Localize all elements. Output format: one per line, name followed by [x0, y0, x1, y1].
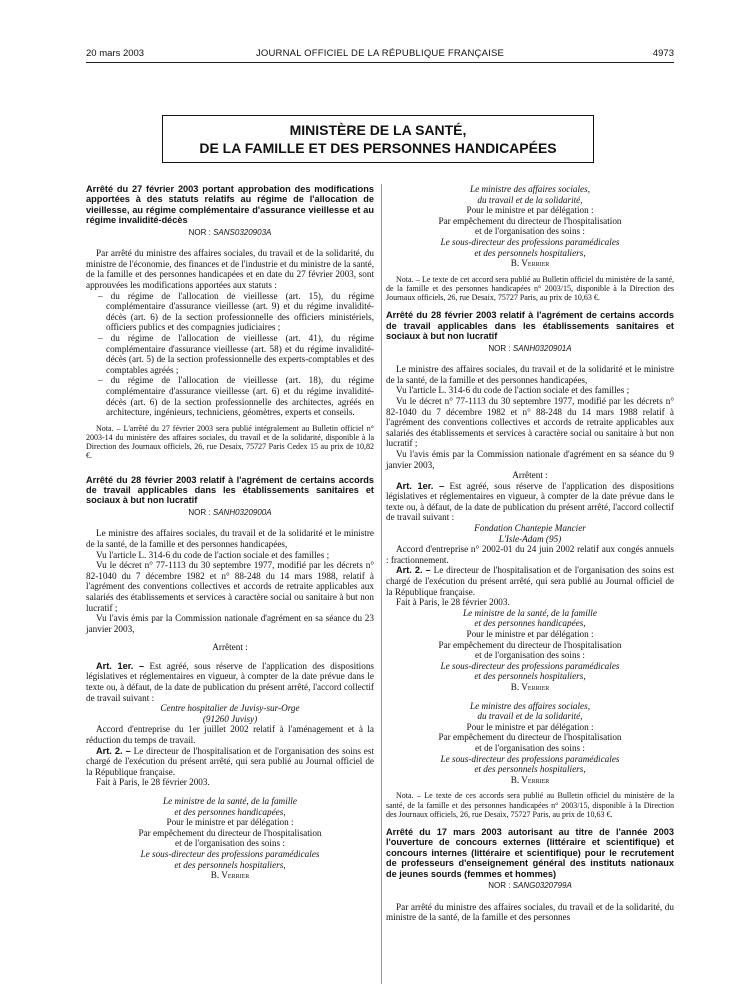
arrete-2-establishment-place: (91260 Juvisy) — [202, 713, 258, 724]
signature-line: Le sous-directeur des professions paramédicales — [140, 848, 320, 859]
arrete-1-list — [86, 291, 374, 418]
header-page-number: 4973 — [652, 48, 674, 59]
arrete-2-establishment: Centre hospitalier de Juvisy-sur-Orge — [160, 703, 300, 714]
signature-line: et des personnes handicapées, — [474, 618, 586, 629]
header-date: 20 mars 2003 — [86, 48, 145, 59]
signature-line: Le ministre de la santé, de la famille — [463, 607, 597, 618]
signature-line: Le ministre de la santé, de la famille — [163, 796, 297, 806]
arrete-3-nor: NOR : SANH0320901A — [488, 343, 572, 353]
arrete-2-para: Le ministre des affaires sociales, du travail et de la solidarité et le ministre de la santé, de la famille et des personnes handicapées, — [86, 528, 374, 549]
signature-line: et des personnels hospitaliers, — [474, 247, 586, 258]
column-divider — [381, 184, 382, 984]
arrete-1-title: Arrêté du 27 février 2003 portant approbation des modifications apportées à des statuts relatifs au régime de l'allocation de vieillesse, au régime complémentaire d'assurance vieillesse et au régime invalidité-décès — [86, 184, 374, 226]
ministry-line-2: DE LA FAMILLE ET DES PERSONNES HANDICAPÉES — [199, 140, 557, 156]
signature-line: Le sous-directeur des professions paramédicales — [440, 236, 620, 247]
signature-line: Par empêchement du directeur de l'hospitalisation — [438, 639, 622, 650]
arrete-1-intro: Par arrêté du ministre des affaires sociales, du travail et de la solidarité, du ministre de l'économie, des finances et de l'industrie et du ministre de la santé, de la famille et des personnes handicapées et en date du 27 février 2003, sont approuvées les modifications apportées aux statuts : — [86, 248, 374, 290]
page-header — [86, 44, 674, 60]
arrete-2-note: Nota. – Le texte de cet accord sera publié au Bulletin officiel du ministère de la santé, de la famille et des personnes handicapées n° 2003/15, disponible à la Direction des Journaux officiels, 26, rue Desaix, 75727 Paris, au prix de 10,63 €. — [386, 274, 674, 303]
signature-line: Par empêchement du directeur de l'hospitalisation — [438, 215, 622, 226]
list-item: – du régime de l'allocation de vieillesse (art. 41), du régime complémentaire d'assurance vieillesse (art. 58) et du régime invalidité-décès (art. 5) de la section professionnelle des experts-comptables et des comptables agréés ; — [98, 332, 374, 375]
signature-line: du travail et de la solidarité, — [477, 711, 583, 722]
arrete-3-arretent: Arrêtent : — [512, 470, 548, 481]
left-column — [86, 184, 374, 881]
arrete-2-accord: Accord d'entreprise du 1er juillet 2002 relatif à l'aménagement et à la réduction du temps de travail. — [86, 724, 374, 746]
arrete-2-para: Vu l'article L. 314-6 du code de l'action sociale et des familles ; — [96, 549, 330, 560]
signature-line: Par empêchement du directeur de l'hospitalisation — [438, 732, 622, 743]
arrete-3-establishment: Fondation Chantepie Mancier — [474, 523, 586, 534]
arrete-3-accord: Accord d'entreprise n° 2002-01 du 24 juin 2002 relatif aux congés annuels : fractionnement. — [386, 544, 674, 565]
signatory-name: B. Verrier — [510, 774, 550, 785]
right-column — [386, 184, 674, 923]
arrete-3-article-2: Art. 2. – Le directeur de l'hospitalisation et de l'organisation des soins est chargé de l'exécution du présent arrêté, qui sera publié au Journal officiel de la République française. — [386, 565, 675, 597]
signature-line: Le sous-directeur des professions paramédicales — [440, 753, 620, 764]
signature-line: et de l'organisation des soins : — [475, 226, 585, 237]
arrete-3-establishment-place: L'Isle-Adam (95) — [498, 533, 562, 544]
signature-line: Le ministre des affaires sociales, — [469, 184, 591, 194]
arrete-3-title: Arrêté du 28 février 2003 relatif à l'agrément de certains accords de travail applicables dans les établissements sanitaires et sociaux à but non lucratif — [386, 310, 674, 342]
signature-line: Par empêchement du directeur de l'hospitalisation — [138, 827, 322, 838]
arrete-2-title: Arrêté du 28 février 2003 relatif à l'agrément de certains accords de travail applicables dans les établissements sanitaires et sociaux à but non lucratif — [86, 474, 374, 506]
arrete-2-fait: Fait à Paris, le 28 février 2003. — [96, 777, 210, 788]
signature-line: Pour le ministre et par délégation : — [466, 205, 594, 216]
arrete-4-para: Par arrêté du ministre des affaires sociales, du travail et de la solidarité, du ministre de la santé, de la famille et des personnes — [386, 901, 674, 923]
signature-line: et de l'organisation des soins : — [475, 742, 585, 753]
signature-line: et des personnels hospitaliers, — [474, 671, 586, 682]
arrete-3-note: Nota. – Le texte de ces accords sera publié au Bulletin officiel du ministère de la santé, de la famille et des personnes handicapées n° 2003/15, disponible à la Direction des Journaux officiels, 26, rue Desaix, 75727 Paris, au prix de 10,63 €. — [386, 791, 674, 819]
arrete-2-para: Vu l'avis émis par la Commission nationale d'agrément en sa séance du 23 janvier 2003, — [86, 613, 374, 634]
ministry-box — [162, 115, 594, 163]
list-item: – du régime de l'allocation de vieillesse (art. 15), du régime complémentaire d'assurance vieillesse (art. 9) et du régime invalidité-décès (art. 6) de la section professionnelle des officiers ministériels, officiers publics et des compagnies judiciaires ; — [98, 290, 374, 333]
arrete-4-nor: NOR : SANG0320799A — [488, 880, 572, 890]
arrete-4-title: Arrêté du 17 mars 2003 autorisant au titre de l'année 2003 l'ouverture de concours externes (littéraire et scientifique) et concours internes (littéraire et scientifique) pour le recrutement de professeurs d'enseignement général des instituts nationaux de jeunes sourds (femmes et hommes) — [386, 826, 674, 879]
arrete-3-para: Vu l'article L. 314-6 du code de l'action sociale et des familles ; — [396, 385, 630, 396]
header-rule — [86, 62, 674, 63]
arrete-2-arretent: Arrêtent : — [212, 642, 248, 653]
signature-line: Pour le ministre et par délégation : — [466, 721, 594, 732]
arrete-3-article-1: Art. 1er. – Est agréé, sous réserve de l'application des dispositions législatives et réglementaires en vigueur, à compter de la date prévue dans le texte ou, à défaut, de la date de publication du présent arrêté, l'accord collectif de travail suivant : — [386, 480, 674, 523]
arrete-1-nor: NOR : SANS0320903A — [188, 227, 272, 237]
arrete-3-para: Vu l'avis émis par la Commission nationale d'agrément en sa séance du 9 janvier 2003, — [386, 448, 674, 470]
arrete-3-para: Le ministre des affaires sociales, du travail et de la solidarité et le ministre de la santé, de la famille et des personnes handicapées, — [386, 364, 674, 385]
arrete-2-nor: NOR : SANH0320900A — [188, 507, 272, 517]
signature-line: du travail et de la solidarité, — [477, 194, 583, 205]
signature-line: Le ministre des affaires sociales, — [469, 700, 591, 711]
list-item: – du régime de l'allocation de vieillesse (art. 18), du régime complémentaire d'assurance vieillesse (art. 6) et du régime invalidité-décès (art. 6) de la section professionnelle des architectes, agréés en architecture, ingénieurs, techniciens, géomètres, experts et conseils. — [98, 375, 374, 418]
signatory-name: B. Verrier — [510, 258, 550, 269]
arrete-1-note: Nota. – L'arrêté du 27 février 2003 sera publié intégralement au Bulletin officiel n° 2003-14 du ministère des affaires sociales, du travail et de la solidarité, disponible à la Direction des Journaux officiels, 26, rue Desaix, 75727 Paris Cedex 15 au prix de 10,82 €. — [86, 423, 374, 461]
signature-line: et de l'organisation des soins : — [475, 650, 585, 661]
signature-line: Pour le ministre et par délégation : — [466, 629, 594, 640]
arrete-3-fait: Fait à Paris, le 28 février 2003. — [396, 597, 510, 608]
signatory-name: B. Verrier — [210, 870, 250, 881]
ministry-line-1: MINISTÈRE DE LA SANTÉ, — [289, 122, 467, 138]
signature-line: Pour le ministre et par délégation : — [166, 817, 294, 828]
signature-line: et des personnels hospitaliers, — [474, 764, 586, 775]
signatory-name: B. Verrier — [510, 681, 550, 692]
arrete-2-article-2: Art. 2. – Le directeur de l'hospitalisation et de l'organisation des soins est chargé de l'exécution du présent arrêté, qui sera publié au Journal officiel de la République française. — [86, 745, 375, 777]
signature-line: et des personnes handicapées, — [174, 806, 286, 817]
signature-line: et de l'organisation des soins : — [175, 838, 285, 849]
signature-line: et des personnels hospitaliers, — [174, 859, 286, 870]
arrete-2-article-1: Art. 1er. – Est agréé, sous réserve de l'application des dispositions législatives et réglementaires en vigueur, à compter de la date prévue dans le texte ou, à défaut, de la date de publication du présent arrêté, l'accord collectif de travail suivant : — [86, 660, 374, 703]
arrete-2-para: Vu le décret n° 77-1113 du 30 septembre 1977, modifié par les décrets n° 82-1040 du 7 décembre 1982 et n° 88-248 du 14 mars 1988, relatif à l'agrément des conventions collectives et accords de retraite applicables aux salariés des établissements et services à caractère social ou sanitaire à but non lucratif ; — [86, 560, 374, 613]
header-journal-title: JOURNAL OFFICIEL DE LA RÉPUBLIQUE FRANÇAISE — [255, 48, 505, 59]
arrete-3-para: Vu le décret n° 77-1113 du 30 septembre 1977, modifié par les décrets n° 82-1040 du 7 décembre 1982 et n° 88-248 du 14 mars 1988 relatif à l'agrément des conventions collectives et accords de retraite applicables aux salariés des établissements et services à caractère social ou sanitaire à but non lucratif ; — [386, 395, 674, 449]
signature-line: Le sous-directeur des professions paramédicales — [440, 660, 620, 671]
